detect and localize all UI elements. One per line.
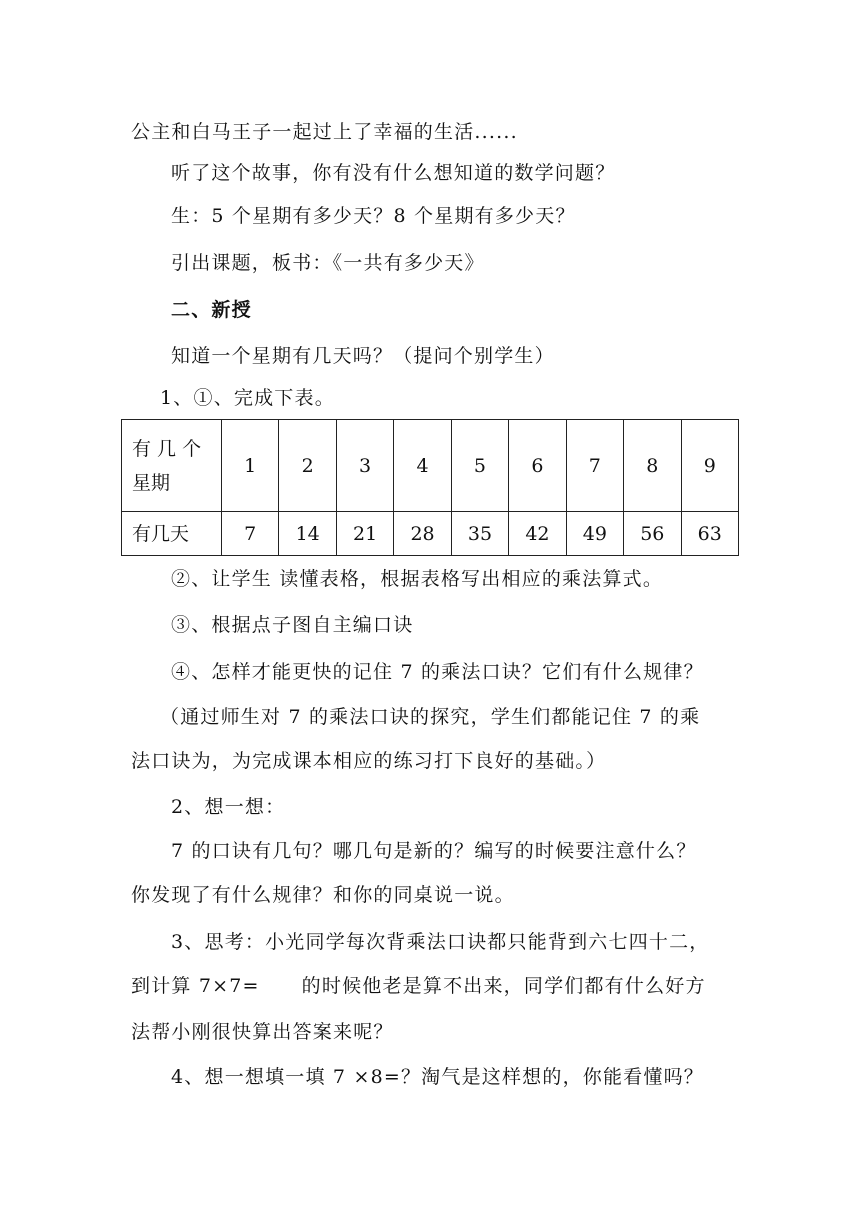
table-cell: 1 — [222, 420, 279, 512]
topic-introduction-line: 引出课题，板书：《一共有多少天》 — [171, 252, 485, 274]
table-cell: 63 — [681, 512, 739, 556]
table-cell: 4 — [394, 420, 451, 512]
think-question-line-2: 你发现了有什么规律？和你的同桌说一说。 — [131, 884, 515, 906]
think-section-heading: 2、想一想： — [171, 796, 286, 818]
table-cell: 21 — [336, 512, 393, 556]
table-cell: 3 — [336, 420, 393, 512]
complete-table-instruction: 1、①、完成下表。 — [160, 387, 335, 409]
memorize-question-line: ④、怎样才能更快的记住 7 的乘法口诀？它们有什么规律？ — [171, 661, 704, 683]
think-question-line-1: 7 的口诀有几句？哪几句是新的？编写的时候要注意什么？ — [171, 840, 697, 862]
table-row-weeks — [122, 420, 739, 512]
weeks-header-cell — [122, 420, 222, 512]
days-header-cell: 有几天 — [122, 512, 222, 556]
weeks-header-line-2: 星期 — [132, 471, 171, 494]
table-cell: 56 — [624, 512, 681, 556]
inquiry-note-line-1: （通过师生对 7 的乘法口诀的探究，学生们都能记住 7 的乘 — [160, 706, 701, 728]
table-cell: 8 — [624, 420, 681, 512]
fill-in-question-line: 4、想一想填一填 7 ×8=？淘气是这样想的，你能看懂吗？ — [171, 1066, 704, 1088]
table-cell: 7 — [566, 420, 623, 512]
dot-diagram-instruction: ③、根据点子图自主编口诀 — [171, 614, 414, 636]
table-cell: 35 — [451, 512, 508, 556]
story-ending-line: 公主和白马王子一起过上了幸福的生活...... — [131, 121, 518, 143]
table-cell: 6 — [509, 420, 566, 512]
reflection-line-1: 3、思考：小光同学每次背乘法口诀都只能背到六七四十二， — [171, 931, 710, 953]
reflection-line-2-start: 到计算 7×7= — [131, 975, 260, 997]
table-cell: 2 — [279, 420, 336, 512]
table-cell: 14 — [279, 512, 336, 556]
weeks-days-table — [121, 419, 739, 556]
reflection-line-2 — [131, 974, 751, 998]
question-prompt-line: 听了这个故事，你有没有什么想知道的数学问题？ — [171, 162, 616, 184]
table-cell: 42 — [509, 512, 566, 556]
weeks-header-line-1: 有 几 个 — [132, 437, 202, 460]
student-answer-line: 生：5 个星期有多少天？8 个星期有多少天？ — [171, 205, 576, 227]
table-cell: 7 — [222, 512, 279, 556]
section-heading-new-lesson: 二、新授 — [171, 299, 252, 321]
table-cell: 49 — [566, 512, 623, 556]
read-table-instruction: ②、让学生 读懂表格，根据表格写出相应的乘法算式。 — [171, 568, 664, 590]
reflection-line-2-end: 的时候他老是算不出来，同学们都有什么好方 — [301, 975, 706, 997]
inquiry-note-line-2: 法口诀为，为完成课本相应的练习打下良好的基础。） — [131, 750, 607, 772]
weeks-days-table-container — [121, 419, 739, 555]
week-days-question-line: 知道一个星期有几天吗？（提问个别学生） — [171, 345, 555, 367]
table-cell: 9 — [681, 420, 739, 512]
table-row-days — [122, 512, 739, 556]
reflection-line-3: 法帮小刚很快算出答案来呢？ — [131, 1021, 394, 1043]
table-cell: 28 — [394, 512, 451, 556]
table-cell: 5 — [451, 420, 508, 512]
